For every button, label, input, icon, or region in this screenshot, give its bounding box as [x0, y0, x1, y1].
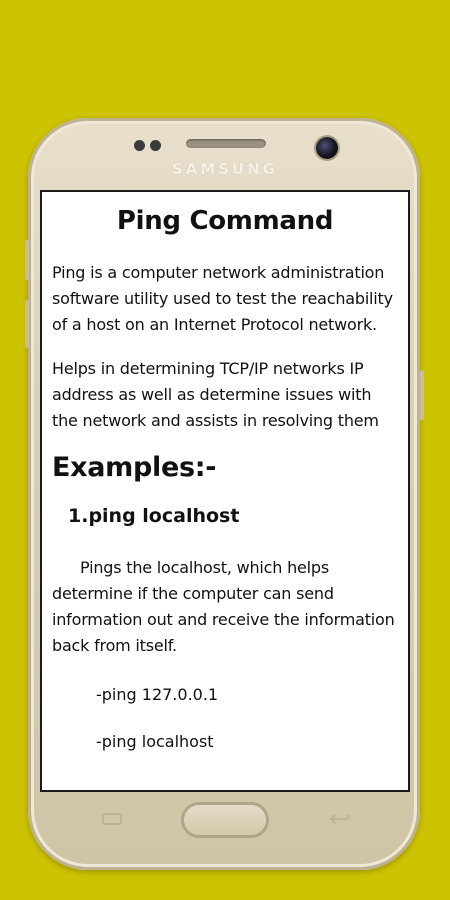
volume-button	[25, 240, 29, 280]
earpiece-speaker	[186, 139, 266, 148]
sensor-dot	[134, 140, 145, 151]
front-camera	[316, 137, 338, 159]
article	[42, 192, 408, 751]
recent-apps-icon[interactable]	[100, 812, 124, 826]
power-button	[420, 370, 424, 420]
example-command: -ping 127.0.0.1	[96, 685, 219, 704]
volume-button-lower	[25, 300, 29, 348]
screen	[42, 192, 408, 790]
examples-heading: Examples:-	[52, 452, 217, 483]
intro-paragraph: Ping is a computer network administration software utility used to test the reachability of a host on an Internet Protocol network.	[52, 263, 393, 334]
intro-paragraph: Helps in determining TCP/IP networks IP address as well as determine issues with the network and assists in resolving them	[52, 359, 379, 430]
page-title: Ping Command	[116, 206, 334, 236]
back-icon[interactable]	[328, 812, 352, 826]
example-command: -ping localhost	[96, 732, 214, 751]
device-brand: SAMSUNG	[171, 160, 279, 178]
sensor-dot	[150, 140, 161, 151]
example-title: 1.ping localhost	[68, 505, 240, 527]
example-description: Pings the localhost, which helps determine if the computer can send information out and receive the information back from itself.	[52, 558, 395, 655]
home-button[interactable]	[181, 802, 269, 838]
